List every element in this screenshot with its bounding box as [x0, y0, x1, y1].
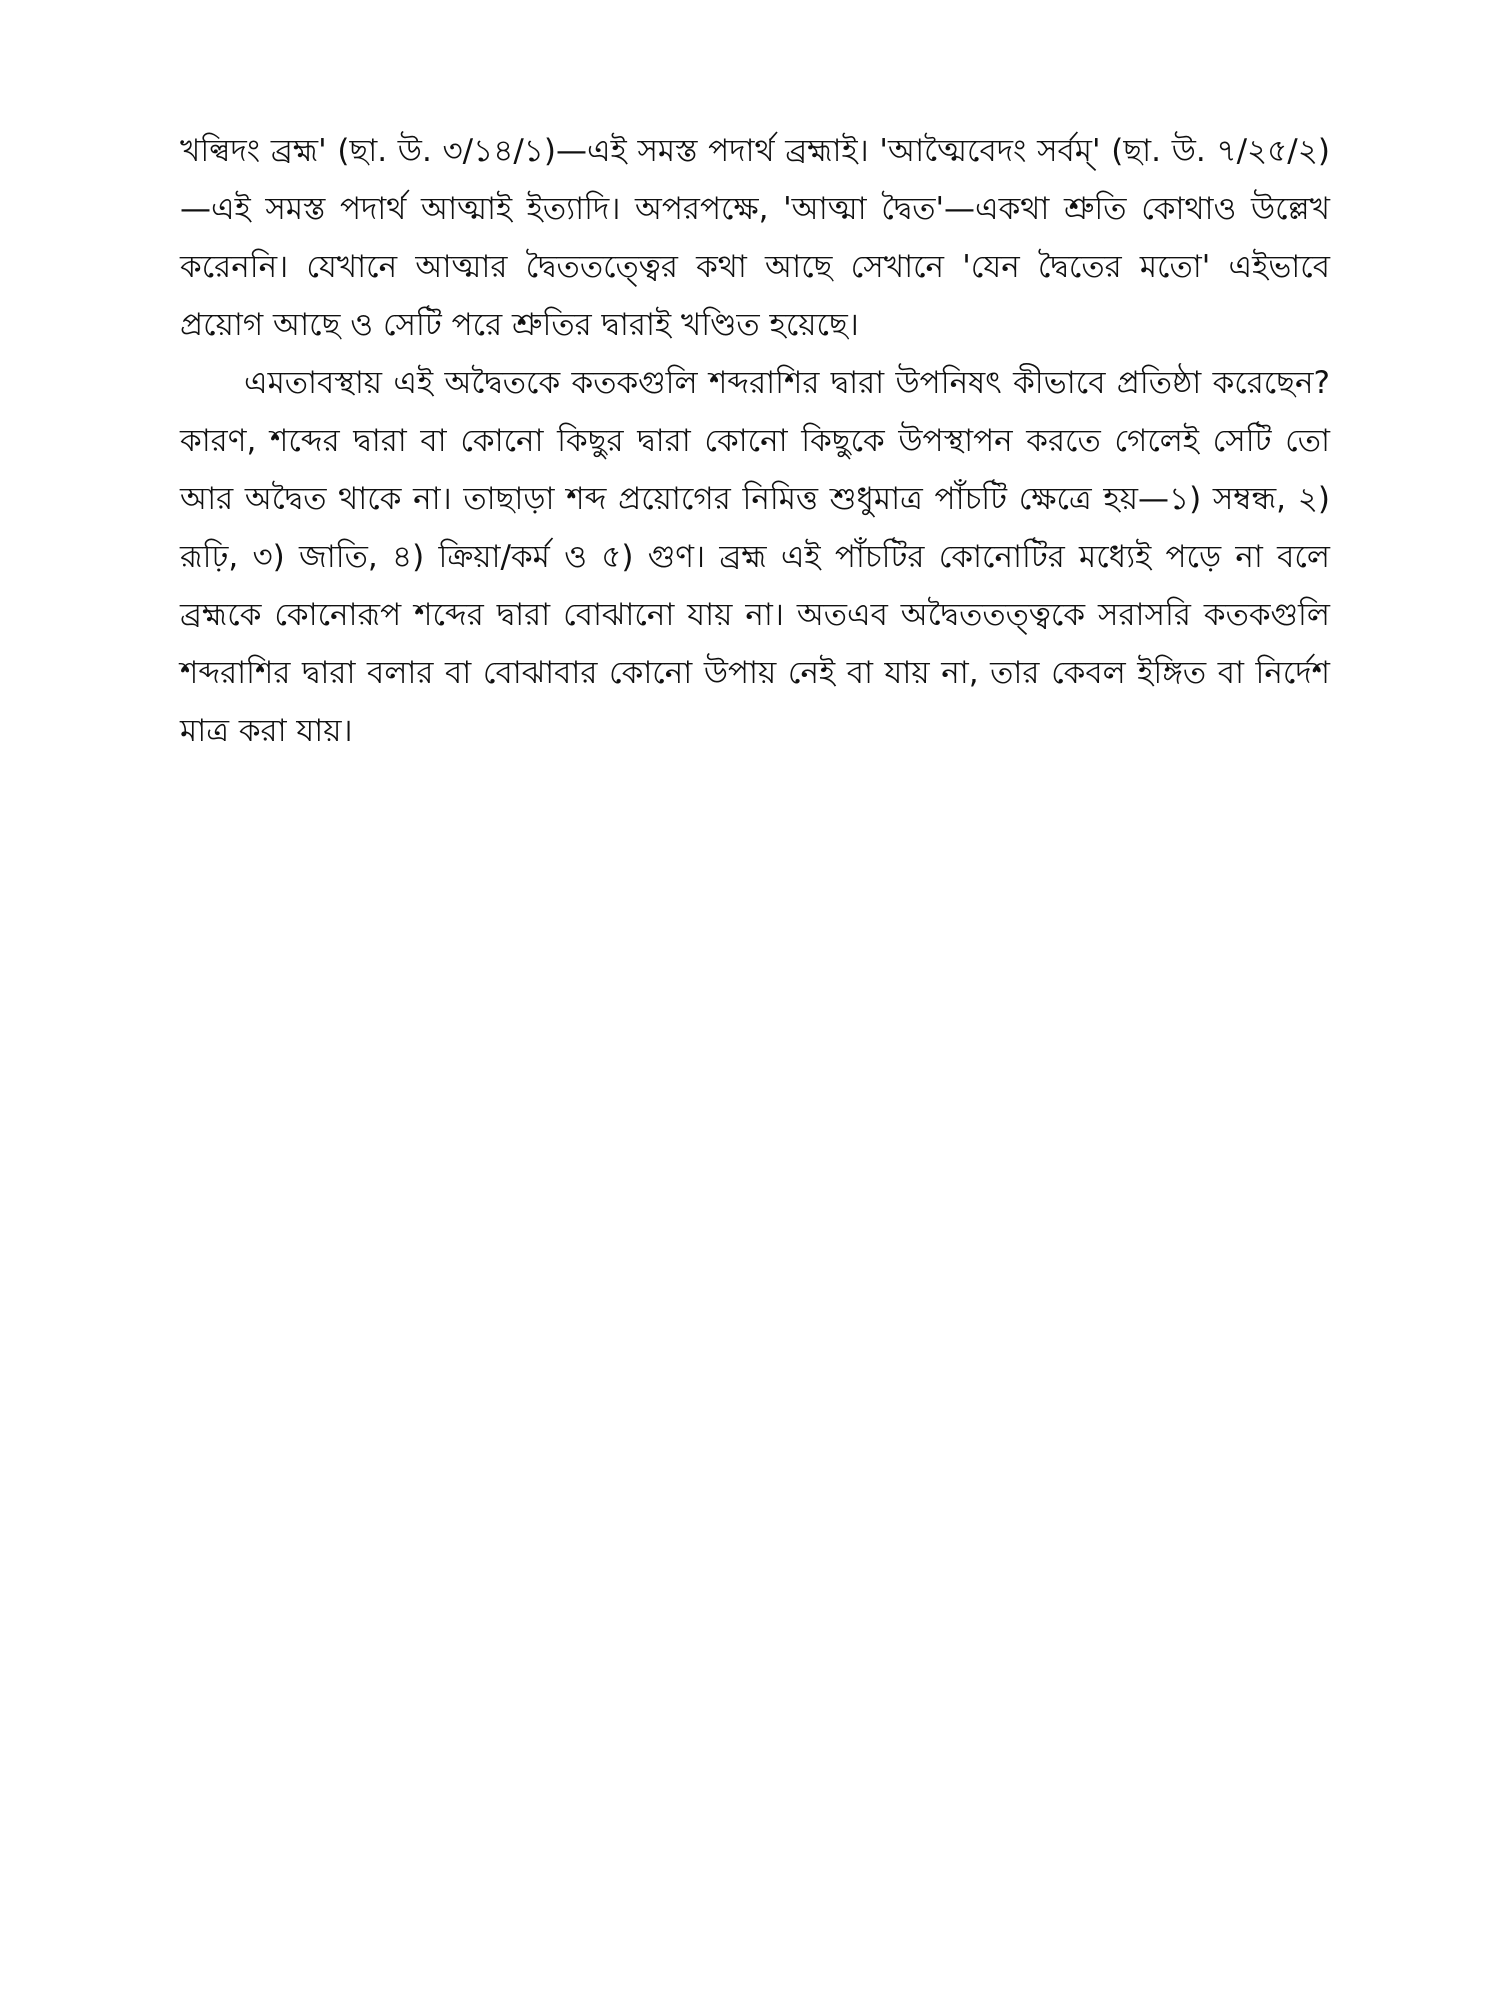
- paragraph-2: এমতাবস্থায় এই অদ্বৈতকে কতকগুলি শব্দরাশির দ্বারা উপনিষৎ কীভাবে প্রতিষ্ঠা করেছেন? কারণ, শব্দের দ্বারা বা কোনো কিছুর দ্বারা কোনো কিছুকে উপস্থাপন করতে গেলেই সেটি তো আর অদ্বৈত থাকে না। তাছাড়া শব্দ প্রয়োগের নিমিত্ত শুধুমাত্র পাঁচটি ক্ষেত্রে হয়—১) সম্বন্ধ, ২) রূঢ়ি, ৩) জাতি, ৪) ক্রিয়া/কর্ম ও ৫) গুণ। ব্রহ্ম এই পাঁচটির কোনোটির মধ্যেই পড়ে না বলে ব্রহ্মকে কোনোরূপ শব্দের দ্বারা বোঝানো যায় না। অতএব অদ্বৈততত্ত্বকে সরাসরি কতকগুলি শব্দরাশির দ্বারা বলার বা বোঝাবার কোনো উপায় নেই বা যায় না, তার কেবল ইঙ্গিত বা নির্দেশ মাত্র করা যায়।: [180, 365, 1330, 749]
- paragraph-1: খল্বিদং ব্রহ্ম' (ছা. উ. ৩/১৪/১)—এই সমস্ত পদার্থ ব্রহ্মাই। 'আত্মৈবেদং সর্বম্' (ছা. উ. ৭/২৫/২)—এই সমস্ত পদার্থ আত্মাই ইত্যাদি। অপরপক্ষে, 'আত্মা দ্বৈত'—একথা শ্রুতি কোথাও উল্লেখ করেননি। যেখানে আত্মার দ্বৈততত্ত্বের কথা আছে সেখানে 'যেন দ্বৈতের মতো' এইভাবে প্রয়োগ আছে ও সেটি পরে শ্রুতির দ্বারাই খণ্ডিত হয়েছে।: [180, 133, 1330, 343]
- body-text: [180, 122, 1330, 760]
